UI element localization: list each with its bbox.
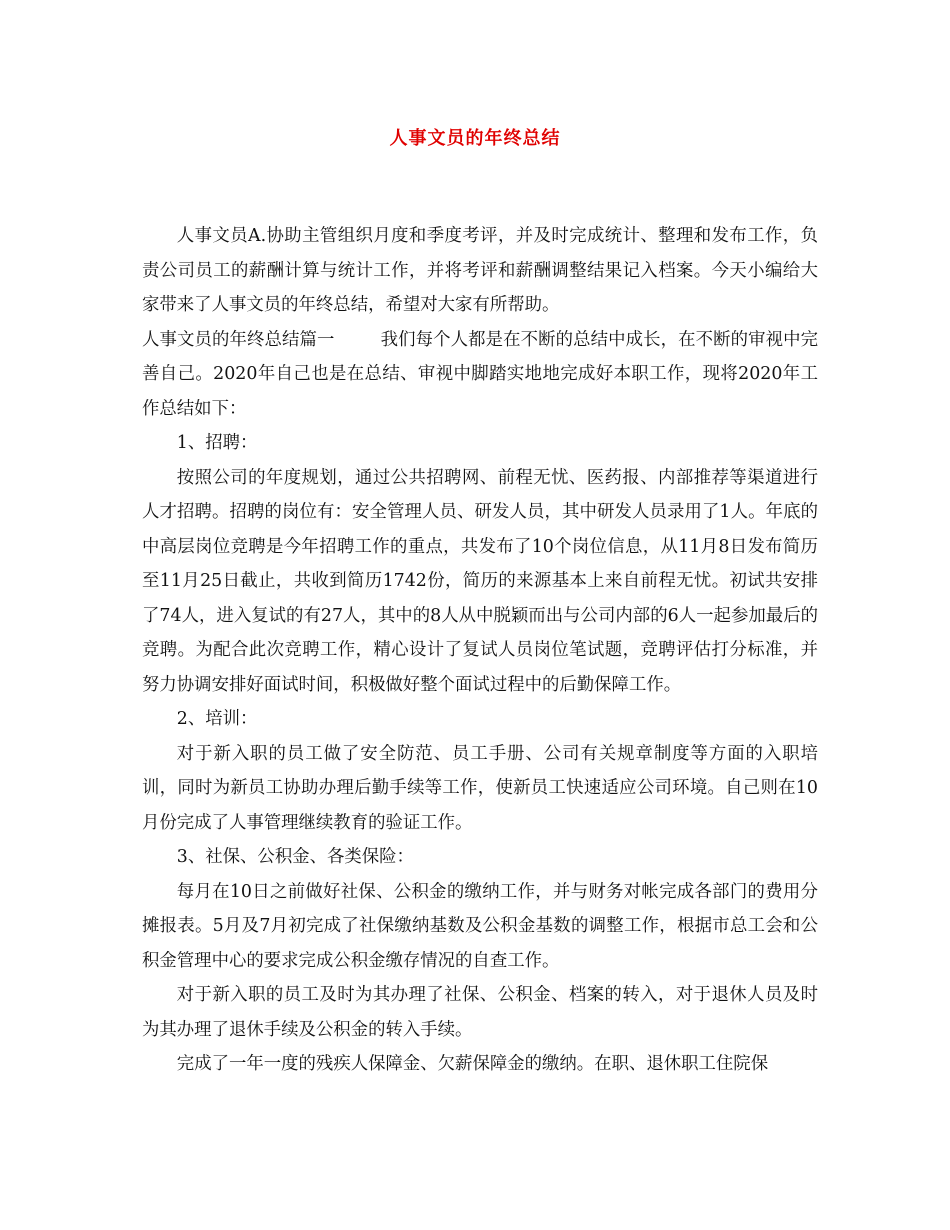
item3-paragraph-3: 完成了一年一度的残疾人保障金、欠薪保障金的缴纳。在职、退休职工住院保 (176, 1054, 769, 1074)
document-body (142, 219, 818, 1082)
section-lead: 我们每个人都是在不断的总结中成长，在不断的审视中完善自己。2020年自己也是在总结、审视中脚踏实地地完成好本职工作，现将2020年工作总结如下： (142, 329, 818, 419)
item3-paragraph-1: 每月在10日之前做好社保、公积金的缴纳工作，并与财务对帐完成各部门的费用分摊报表。5月及7月初完成了社保缴纳基数及公积金基数的调整工作，根据市总工会和公积金管理中心的要求完成公积金缴存情况的自查工作。 (142, 881, 818, 971)
document-title: 人事文员的年终总结 (389, 128, 561, 149)
section-paragraph (142, 323, 818, 427)
section-heading: 人事文员的年终总结篇一 (142, 329, 335, 350)
item1-heading: 1、招聘： (176, 433, 258, 453)
item2-paragraph: 对于新入职的员工做了安全防范、员工手册、公司有关规章制度等方面的入职培训，同时为新员工协助办理后勤手续等工作，使新员工快速适应公司环境。自己则在10月份完成了人事管理继续教育的验证工作。 (142, 743, 818, 833)
item1-paragraph: 按照公司的年度规划，通过公共招聘网、前程无忧、医药报、内部推荐等渠道进行人才招聘。招聘的岗位有：安全管理人员、研发人员，其中研发人员录用了1人。年底的中高层岗位竞聘是今年招聘工作的重点，共发布了10个岗位信息，从11月8日发布简历至11月25日截止，共收到简历1742份，简历的来源基本上来自前程无忧。初试共安排了74人，进入复试的有27人，其中的8人从中脱颖而出与公司内部的6人一起参加最后的竞聘。为配合此次竞聘工作，精心设计了复试人员岗位笔试题，竞聘评估打分标准，并努力协调安排好面试时间，积极做好整个面试过程中的后勤保障工作。 (142, 467, 818, 695)
item3-paragraph-2: 对于新入职的员工及时为其办理了社保、公积金、档案的转入，对于退休人员及时为其办理了退休手续及公积金的转入手续。 (142, 985, 818, 1040)
item3-heading: 3、社保、公积金、各类保险： (176, 847, 414, 867)
intro-paragraph: 人事文员A.协助主管组织月度和季度考评，并及时完成统计、整理和发布工作，负责公司员工的薪酬计算与统计工作，并将考评和薪酬调整结果记入档案。今天小编给大家带来了人事文员的年终总结，希望对大家有所帮助。 (142, 226, 818, 315)
item2-heading: 2、培训： (176, 709, 258, 729)
